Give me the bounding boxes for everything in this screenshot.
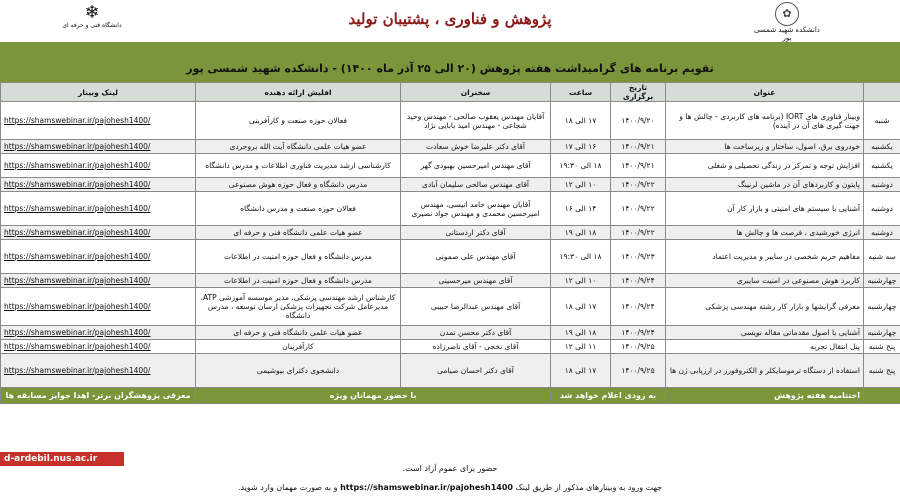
college-logo: [752, 2, 822, 40]
webinar-link[interactable]: https://shamswebinar.ir/pajohesh1400/: [1, 154, 196, 178]
header-speaker: سخنران: [401, 83, 551, 102]
university-logo-caption: دانشگاه فنی و حرفه ای: [62, 22, 122, 29]
row-org: فعالان حوزه صنعت و مدرس دانشگاه: [196, 192, 401, 226]
row-title: آشنایی با سیستم های امنیتی و بازار کار آن: [666, 192, 864, 226]
table-row: [1, 102, 900, 140]
row-date: ۱۴۰۰/۹/۲۲: [611, 192, 666, 226]
row-speaker: آقایان مهندس حامد انیسی، مهندس امیرحسین محمدی و مهندس جواد نصیری: [401, 192, 551, 226]
table-row: [1, 140, 900, 154]
row-title: پایتون و کاربردهای آن در ماشین لرنینگ: [666, 178, 864, 192]
row-speaker: آقای مهندس صالحی سلیمان آبادی: [401, 178, 551, 192]
closing-title: اختتامیه هفته پژوهش: [666, 388, 864, 404]
table-row: [1, 354, 900, 388]
webinar-link[interactable]: https://shamswebinar.ir/pajohesh1400/: [1, 140, 196, 154]
row-org: کارآفرینان: [196, 340, 401, 354]
row-date: ۱۴۰۰/۹/۲۲: [611, 226, 666, 240]
row-time: ۱۷ الی ۱۸: [551, 354, 611, 388]
header-title: عنوان: [666, 83, 864, 102]
row-org: مدرس دانشگاه و فعال حوزه هوش مصنوعی: [196, 178, 401, 192]
webinar-link[interactable]: https://shamswebinar.ir/pajohesh1400/: [1, 192, 196, 226]
day: شنبه: [864, 102, 900, 140]
row-speaker: آقای دکتر علیرضا خوش سعادت: [401, 140, 551, 154]
site-badge: d-ardebil.nus.ac.ir: [0, 452, 124, 466]
webinar-link[interactable]: https://shamswebinar.ir/pajohesh1400/: [1, 102, 196, 140]
page-header: [0, 0, 900, 43]
row-title: معرفی گرایشها و بازار کار رشته مهندسی پزشکی: [666, 288, 864, 326]
table-row: [1, 274, 900, 288]
row-time: ۱۸ الی ۱۹:۳۰: [551, 240, 611, 274]
row-speaker: آقای مهندس عبدالرضا حبیبی: [401, 288, 551, 326]
day: چهارشنبه: [864, 326, 900, 340]
day: دوشنبه: [864, 192, 900, 226]
closing-speaker: با حضور مهمانان ویژه: [196, 388, 551, 404]
webinar-link[interactable]: https://shamswebinar.ir/pajohesh1400/: [1, 354, 196, 388]
row-org: کارشناسی ارشد مدیریت فناوری اطلاعات و مدرس دانشگاه: [196, 154, 401, 178]
day: دوشنبه: [864, 178, 900, 192]
row-date: ۱۴۰۰/۹/۲۰: [611, 102, 666, 140]
webinar-link[interactable]: https://shamswebinar.ir/pajohesh1400/: [1, 240, 196, 274]
table-body: [1, 102, 900, 404]
closing-note: معرفی پژوهشگران برتر- اهدا جوایز مسابقه ها: [1, 388, 196, 404]
row-date: ۱۴۰۰/۹/۲۱: [611, 140, 666, 154]
table-row: [1, 326, 900, 340]
webinar-link[interactable]: https://shamswebinar.ir/pajohesh1400/: [1, 226, 196, 240]
footer-instructions: [0, 483, 900, 492]
row-date: ۱۴۰۰/۹/۲۳: [611, 240, 666, 274]
header-title: پژوهش و فناوری ، پشتیبان تولید: [348, 10, 552, 28]
row-date: ۱۴۰۰/۹/۲۴: [611, 288, 666, 326]
college-logo-caption: دانشکده شهید شمسی پور: [754, 26, 820, 42]
footer-note: حضور برای عموم آزاد است.: [402, 464, 498, 473]
row-speaker: آقای مهندس میرحسینی: [401, 274, 551, 288]
table-row: [1, 340, 900, 354]
table-row: [1, 226, 900, 240]
day: پنج شنبه: [864, 354, 900, 388]
day: دوشنبه: [864, 226, 900, 240]
row-org: فعالان حوزه صنعت و کارآفرینی: [196, 102, 401, 140]
footer-text-after: و به صورت مهمان وارد شوید.: [237, 483, 341, 492]
day: پنج شنبه: [864, 340, 900, 354]
row-org: مدرس دانشگاه و فعال حوزه امنیت در اطلاعات: [196, 274, 401, 288]
webinar-link[interactable]: https://shamswebinar.ir/pajohesh1400/: [1, 340, 196, 354]
row-title: خودروی برق، اصول، ساختار و زیرساخت ها: [666, 140, 864, 154]
row-title: آشنایی با اصول مقدماتی مقاله نویسی: [666, 326, 864, 340]
row-time: ۱۱ الی ۱۲: [551, 340, 611, 354]
header-day: [864, 83, 900, 102]
row-speaker: آقای دکتر احسان صیامی: [401, 354, 551, 388]
closing-day: [864, 388, 900, 404]
row-title: مفاهیم حریم شخصی در سایبر و مدیریت اعتماد: [666, 240, 864, 274]
row-speaker: آقای مهندس علی صمونی: [401, 240, 551, 274]
row-org: مدرس دانشگاه و فعال حوزه امنیت در اطلاعات: [196, 240, 401, 274]
header-date: تاریخ برگزاری: [611, 83, 666, 102]
row-speaker: آقای دکتر اردستانی: [401, 226, 551, 240]
schedule-table: [0, 82, 900, 404]
row-title: افزایش توجه و تمرکز در زندگی تحصیلی و شغلی: [666, 154, 864, 178]
calendar-subtitle: تقویم برنامه های گرامیداشت هفته پژوهش (۲۰ الی ۲۵ آذر ماه ۱۴۰۰) - دانشکده شهید شمسی پور: [186, 62, 714, 75]
row-time: ۱۴ الی ۱۶: [551, 192, 611, 226]
webinar-link[interactable]: https://shamswebinar.ir/pajohesh1400/: [1, 178, 196, 192]
university-logo-icon: ❄: [84, 2, 100, 23]
row-date: ۱۴۰۰/۹/۲۴: [611, 274, 666, 288]
row-title: کاربرد هوش مصنوعی در امنیت سایبری: [666, 274, 864, 288]
row-date: ۱۴۰۰/۹/۲۴: [611, 326, 666, 340]
table-row: [1, 192, 900, 226]
webinar-link[interactable]: https://shamswebinar.ir/pajohesh1400/: [1, 288, 196, 326]
table-row: [1, 178, 900, 192]
day: یکشنبه: [864, 140, 900, 154]
webinar-link[interactable]: https://shamswebinar.ir/pajohesh1400/: [1, 326, 196, 340]
footer-text-before: جهت ورود به وبینارهای مذکور از طریق لینک: [512, 483, 663, 492]
college-seal-icon: ✿: [775, 2, 799, 26]
row-speaker: آقای مهندس امیرحسین بهبودی گهر: [401, 154, 551, 178]
table-header-row: [1, 83, 900, 102]
header-link: لینک وبینار: [1, 83, 196, 102]
row-time: ۱۶ الی ۱۷: [551, 140, 611, 154]
row-time: ۱۰ الی ۱۲: [551, 274, 611, 288]
footer-link[interactable]: https://shamswebinar.ir/pajohesh1400: [340, 483, 513, 492]
row-time: ۱۷ الی ۱۸: [551, 288, 611, 326]
table-row: [1, 288, 900, 326]
row-org: عضو هیات علمی دانشگاه فنی و حرفه ای: [196, 226, 401, 240]
university-logo: [62, 4, 122, 38]
row-time: ۱۸ الی ۱۹: [551, 326, 611, 340]
row-speaker: آقای نخجی - آقای ناصرزاده: [401, 340, 551, 354]
row-date: ۱۴۰۰/۹/۲۵: [611, 340, 666, 354]
row-date: ۱۴۰۰/۹/۲۱: [611, 154, 666, 178]
row-time: ۱۰ الی ۱۲: [551, 178, 611, 192]
row-org: عضو هیات علمی دانشگاه فنی و حرفه ای: [196, 326, 401, 340]
table-row: [1, 154, 900, 178]
day: چهارشنبه: [864, 288, 900, 326]
row-title: استفاده از دستگاه ترموسایکلر و الکتروفورز در ارزیابی ژن ها: [666, 354, 864, 388]
row-org: کارشناس ارشد مهندسی پزشکی، مدیر موسسه آموزشی ATP، مدیرعامل شرکت تجهیزات پزشکی ارسان توسعه ، مدرس دانشگاه: [196, 288, 401, 326]
webinar-link[interactable]: https://shamswebinar.ir/pajohesh1400/: [1, 274, 196, 288]
row-title: وبینار فناوری های IORT (برنامه های کاربردی - چالش ها و جهت گیری های آن در آینده): [666, 102, 864, 140]
table-row: [1, 240, 900, 274]
row-date: ۱۴۰۰/۹/۲۵: [611, 354, 666, 388]
header-time: ساعت: [551, 83, 611, 102]
closing-date: به زودی اعلام خواهد شد: [551, 388, 666, 404]
day: یکشنبه: [864, 154, 900, 178]
row-speaker: آقایان مهندس یعقوب صالحی - مهندس وحید شجاعی - مهندس امید بابایی نژاد: [401, 102, 551, 140]
row-date: ۱۴۰۰/۹/۲۲: [611, 178, 666, 192]
row-time: ۱۸ الی ۱۹: [551, 226, 611, 240]
row-title: انرژی خورشیدی ، فرصت ها و چالش ها: [666, 226, 864, 240]
row-org: دانشجوی دکترای بیوشیمی: [196, 354, 401, 388]
row-org: عضو هیات علمی دانشگاه آیت الله بروجردی: [196, 140, 401, 154]
row-title: پنل انتقال تجربه: [666, 340, 864, 354]
header-org: افلیش ارائه دهنده: [196, 83, 401, 102]
closing-row: [1, 388, 900, 404]
day: سه شنبه: [864, 240, 900, 274]
row-speaker: آقای دکتر محسن تمدن: [401, 326, 551, 340]
day: چهارشنبه: [864, 274, 900, 288]
footer: [0, 458, 900, 504]
row-time: ۱۷ الی ۱۸: [551, 102, 611, 140]
row-time: ۱۸ الی ۱۹:۳۰: [551, 154, 611, 178]
